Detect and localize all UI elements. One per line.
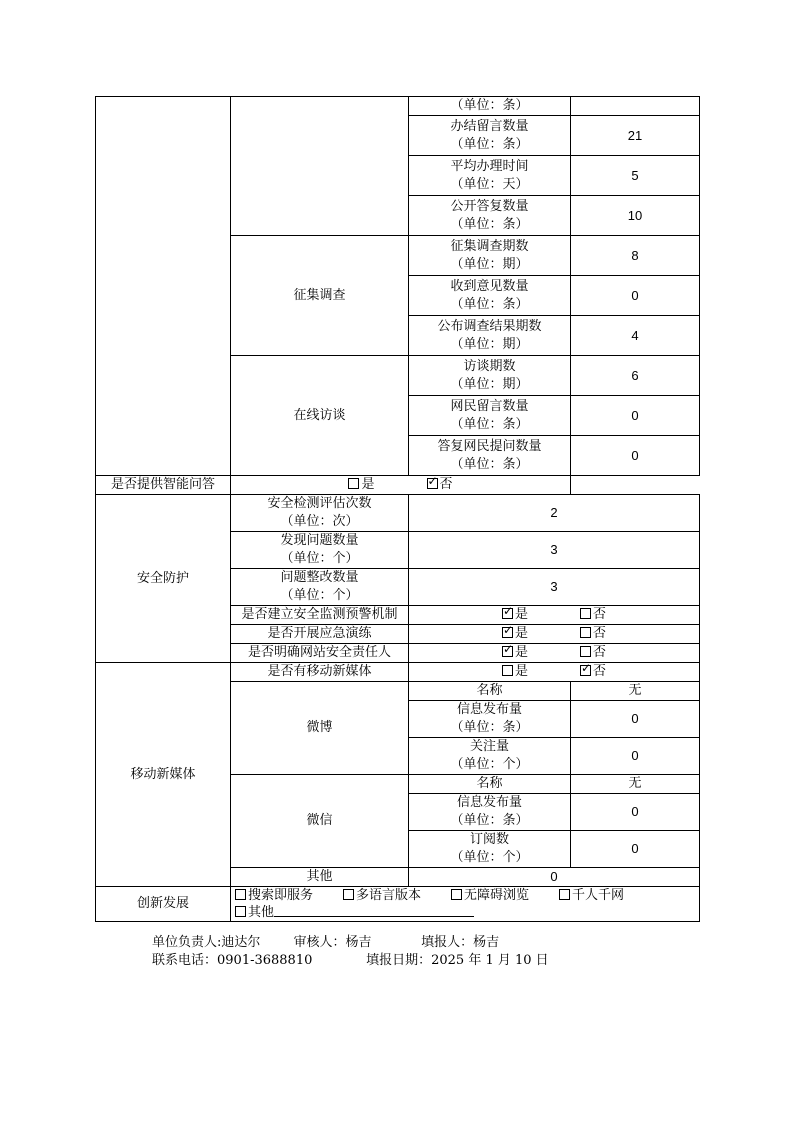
- table-row: [96, 476, 700, 495]
- item-value: 8: [571, 236, 700, 276]
- table-row: [96, 495, 700, 532]
- item-value: 0: [571, 276, 700, 316]
- item-value: 5: [571, 156, 700, 196]
- item-label: 是否提供智能问答: [96, 476, 231, 495]
- filler-text: 填报人：杨吉: [421, 935, 500, 950]
- checkbox-icon[interactable]: [580, 608, 591, 619]
- item-value: 4: [571, 316, 700, 356]
- item-label: 信息发布量 （单位：条）: [409, 701, 571, 738]
- table-row: [96, 663, 700, 682]
- item-value: 10: [571, 196, 700, 236]
- item-label: 发现问题数量 （单位：个）: [231, 532, 409, 569]
- item-value: 0: [571, 436, 700, 476]
- item-label: 是否开展应急演练: [231, 625, 409, 644]
- checkbox-icon[interactable]: [235, 889, 246, 900]
- checkbox-icon[interactable]: [580, 646, 591, 657]
- item-value: 2: [409, 495, 700, 532]
- subsection-interview: 在线访谈: [231, 356, 409, 476]
- checkbox-icon[interactable]: [348, 478, 359, 489]
- item-label: 收到意见数量 （单位：条）: [409, 276, 571, 316]
- reviewer-text: 审核人：杨吉: [293, 935, 372, 950]
- smart-qa-choice: 是✓ 否: [231, 476, 571, 495]
- checkbox-icon[interactable]: [580, 627, 591, 638]
- subsection-wechat: 微信: [231, 775, 409, 868]
- item-value: 3: [409, 532, 700, 569]
- checkbox-checked-icon[interactable]: [502, 646, 513, 657]
- item-label: 名称: [409, 682, 571, 701]
- checkbox-checked-icon[interactable]: [502, 608, 513, 619]
- other-input-line[interactable]: [274, 904, 474, 917]
- item-label: 名称: [409, 775, 571, 794]
- item-label: 信息发布量 （单位：条）: [409, 794, 571, 831]
- footer-line-2: [152, 949, 549, 968]
- checkbox-checked-icon[interactable]: [580, 665, 591, 676]
- checkbox-icon[interactable]: [235, 906, 246, 917]
- leader-text: 单位负责人:迪达尔: [152, 935, 261, 950]
- item-label: 安全检测评估次数 （单位：次）: [231, 495, 409, 532]
- mobile-choice: 是✓ 否: [409, 663, 700, 682]
- checkbox-icon[interactable]: [502, 665, 513, 676]
- item-label: 答复网民提问数量 （单位：条）: [409, 436, 571, 476]
- item-label: 是否建立安全监测预警机制: [231, 606, 409, 625]
- item-label: 公开答复数量 （单位：条）: [409, 196, 571, 236]
- item-value: 6: [571, 356, 700, 396]
- item-label: 是否有移动新媒体: [231, 663, 409, 682]
- section-security: 安全防护: [96, 495, 231, 663]
- drill-choice: ✓ 是 否: [409, 625, 700, 644]
- item-value: 无: [571, 682, 700, 701]
- checkbox-icon[interactable]: [451, 889, 462, 900]
- phone-text: 联系电话：0901-3688810: [152, 953, 313, 968]
- section-mobile: 移动新媒体: [96, 663, 231, 887]
- item-value: 21: [571, 116, 700, 156]
- item-label: 访谈期数 （单位：期）: [409, 356, 571, 396]
- table-row: [96, 97, 700, 116]
- item-label: 关注量 （单位：个）: [409, 738, 571, 775]
- item-value: 0: [571, 794, 700, 831]
- section-cell-blank: [96, 97, 231, 476]
- item-value: 无: [571, 775, 700, 794]
- item-value: 0: [571, 396, 700, 436]
- subsection-cell-blank: [231, 97, 409, 236]
- item-value: 0: [571, 701, 700, 738]
- item-value: 0: [571, 831, 700, 868]
- responsible-choice: ✓ 是 否: [409, 644, 700, 663]
- unit-label: （单位：条）: [409, 97, 571, 116]
- checkbox-checked-icon[interactable]: [502, 627, 513, 638]
- table-row: [96, 887, 700, 922]
- item-label: 平均办理时间 （单位：天）: [409, 156, 571, 196]
- subsection-survey: 征集调查: [231, 236, 409, 356]
- item-label: 征集调查期数 （单位：期）: [409, 236, 571, 276]
- value-cell: [571, 97, 700, 116]
- warning-choice: ✓ 是 否: [409, 606, 700, 625]
- innovation-options: 搜索即服务 多语言版本 无障碍浏览 千人千网 其他: [231, 887, 700, 922]
- subsection-weibo: 微博: [231, 682, 409, 775]
- item-label: 是否明确网站安全责任人: [231, 644, 409, 663]
- date-text: 填报日期：2025 年 1 月 10 日: [366, 953, 549, 968]
- section-innovation: 创新发展: [96, 887, 231, 922]
- item-label: 其他: [231, 868, 409, 887]
- item-label: 办结留言数量 （单位：条）: [409, 116, 571, 156]
- checkbox-icon[interactable]: [559, 889, 570, 900]
- item-label: 网民留言数量 （单位：条）: [409, 396, 571, 436]
- item-label: 订阅数 （单位：个）: [409, 831, 571, 868]
- footer-line-1: [152, 931, 499, 950]
- item-value: 0: [409, 868, 700, 887]
- item-label: 公布调查结果期数 （单位：期）: [409, 316, 571, 356]
- checkbox-icon[interactable]: [343, 889, 354, 900]
- item-value: 0: [571, 738, 700, 775]
- item-value: 3: [409, 569, 700, 606]
- checkbox-checked-icon[interactable]: [427, 478, 438, 489]
- item-label: 问题整改数量 （单位：个）: [231, 569, 409, 606]
- report-table: [95, 96, 700, 922]
